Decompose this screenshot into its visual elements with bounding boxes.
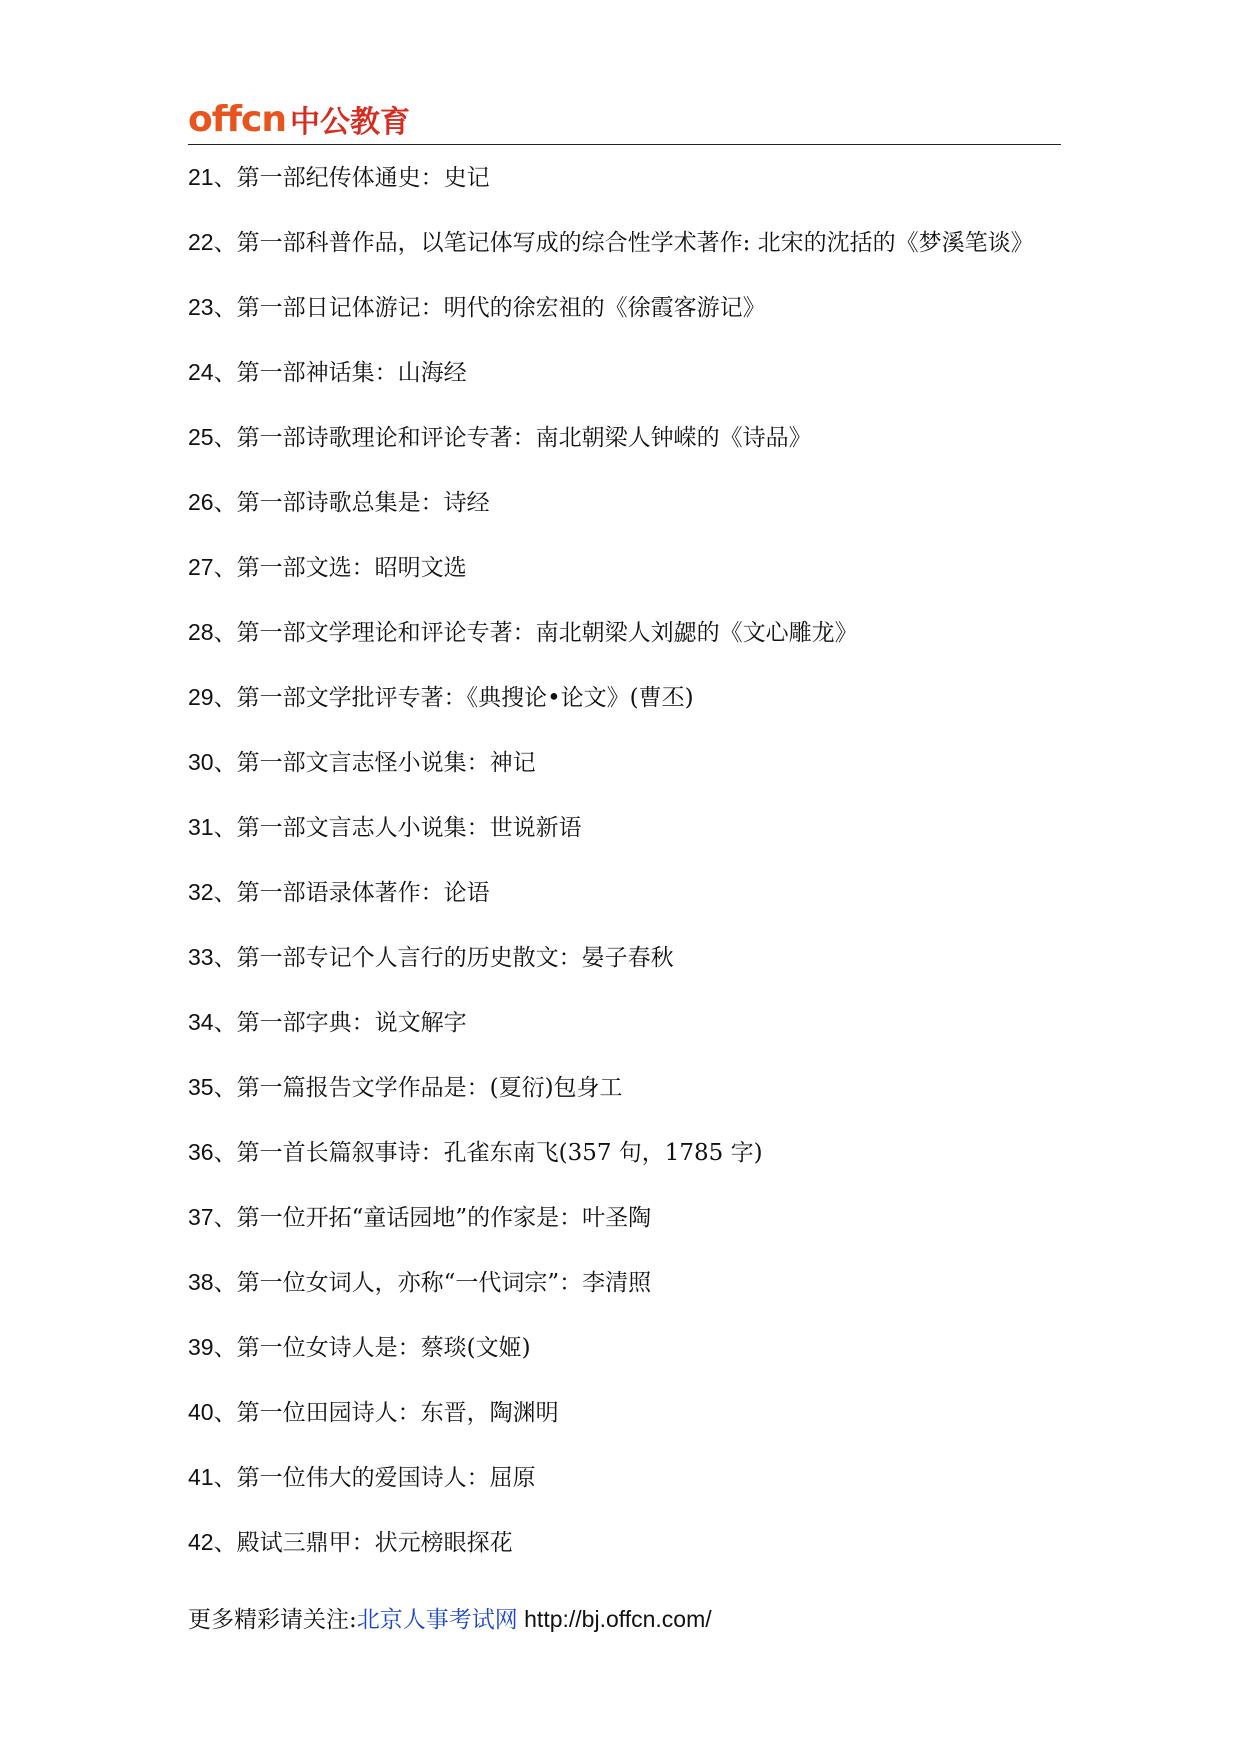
item-number: 26 xyxy=(188,489,214,515)
list-item xyxy=(188,810,1061,846)
item-text: 、第一首长篇叙事诗：孔雀东南飞(357 句，1785 字) xyxy=(213,1140,763,1166)
list-item xyxy=(188,420,1061,456)
footer-line xyxy=(188,1602,712,1638)
list-item xyxy=(188,485,1061,521)
item-number: 29 xyxy=(188,684,214,710)
list-item xyxy=(188,290,1061,326)
list-item xyxy=(188,355,1061,391)
footer-url[interactable]: http://bj.offcn.com/ xyxy=(517,1606,712,1632)
list-item xyxy=(188,1265,1061,1301)
item-text: 、第一篇报告文学作品是：(夏衍)包身工 xyxy=(213,1075,623,1101)
item-number: 27 xyxy=(188,554,214,580)
item-number: 35 xyxy=(188,1074,214,1100)
item-text: 、第一部纪传体通史：史记 xyxy=(213,165,490,191)
item-text: 、第一部日记体游记：明代的徐宏祖的《徐霞客游记》 xyxy=(213,295,766,321)
item-number: 39 xyxy=(188,1334,214,1360)
item-number: 24 xyxy=(188,359,214,385)
item-text: 、第一部文学理论和评论专著：南北朝梁人刘勰的《文心雕龙》 xyxy=(213,620,858,646)
item-number: 34 xyxy=(188,1009,214,1035)
item-number: 41 xyxy=(188,1464,214,1490)
item-text: 、第一部文言志人小说集：世说新语 xyxy=(213,815,582,841)
logo-latin-text: offcn xyxy=(188,99,287,140)
item-number: 37 xyxy=(188,1204,214,1230)
list-item xyxy=(188,1395,1061,1431)
item-text: 、第一部科普作品，以笔记体写成的综合性学术著作: 北宋的沈括的《梦溪笔谈》 xyxy=(213,230,1034,256)
item-number: 36 xyxy=(188,1139,214,1165)
item-text: 、第一位女词人，亦称“一代词宗”：李清照 xyxy=(213,1270,652,1296)
list-item xyxy=(188,1070,1061,1106)
footer-prefix: 更多精彩请关注: xyxy=(188,1607,357,1633)
item-number: 28 xyxy=(188,619,214,645)
item-number: 40 xyxy=(188,1399,214,1425)
list-item xyxy=(188,680,1061,716)
item-number: 22 xyxy=(188,229,214,255)
list-item xyxy=(188,1135,1061,1171)
item-number: 33 xyxy=(188,944,214,970)
item-number: 38 xyxy=(188,1269,214,1295)
list-item xyxy=(188,875,1061,911)
list-item xyxy=(188,1005,1061,1041)
list-item xyxy=(188,1200,1061,1236)
item-text: 、第一位女诗人是：蔡琰(文姬) xyxy=(213,1335,531,1361)
footer-site-link[interactable]: 北京人事考试网 xyxy=(356,1607,518,1633)
item-number: 42 xyxy=(188,1529,214,1555)
item-number: 31 xyxy=(188,814,214,840)
item-number: 25 xyxy=(188,424,214,450)
item-text: 、第一部文选：昭明文选 xyxy=(213,555,467,581)
list-item xyxy=(188,160,1061,196)
offcn-logo[interactable] xyxy=(188,88,410,138)
list-item xyxy=(188,745,1061,781)
list-item xyxy=(188,1460,1061,1496)
document-body xyxy=(188,160,1061,1590)
item-number: 30 xyxy=(188,749,214,775)
item-number: 23 xyxy=(188,294,214,320)
item-text: 、第一位开拓“童话园地”的作家是：叶圣陶 xyxy=(213,1205,652,1231)
list-item xyxy=(188,550,1061,586)
item-text: 、第一部诗歌理论和评论专著：南北朝梁人钟嵘的《诗品》 xyxy=(213,425,812,451)
item-text: 、第一部语录体著作：论语 xyxy=(213,880,490,906)
item-text: 、殿试三鼎甲：状元榜眼探花 xyxy=(213,1530,513,1556)
item-text: 、第一部字典：说文解字 xyxy=(213,1010,467,1036)
logo-chinese-text: 中公教育 xyxy=(290,105,411,140)
item-text: 、第一部文学批评专著：《典搜论•论文》(曹丕) xyxy=(213,685,694,711)
item-text: 、第一位伟大的爱国诗人：屈原 xyxy=(213,1465,536,1491)
list-item xyxy=(188,1525,1061,1561)
list-item xyxy=(188,225,1061,261)
list-item xyxy=(188,1330,1061,1366)
item-text: 、第一部诗歌总集是：诗经 xyxy=(213,490,490,516)
item-number: 32 xyxy=(188,879,214,905)
page-header xyxy=(188,88,1061,145)
item-text: 、第一部文言志怪小说集：神记 xyxy=(213,750,536,776)
item-text: 、第一部专记个人言行的历史散文：晏子春秋 xyxy=(213,945,674,971)
list-item xyxy=(188,940,1061,976)
list-item xyxy=(188,615,1061,651)
item-text: 、第一位田园诗人：东晋，陶渊明 xyxy=(213,1400,559,1426)
item-text: 、第一部神话集：山海经 xyxy=(213,360,467,386)
item-number: 21 xyxy=(188,164,214,190)
